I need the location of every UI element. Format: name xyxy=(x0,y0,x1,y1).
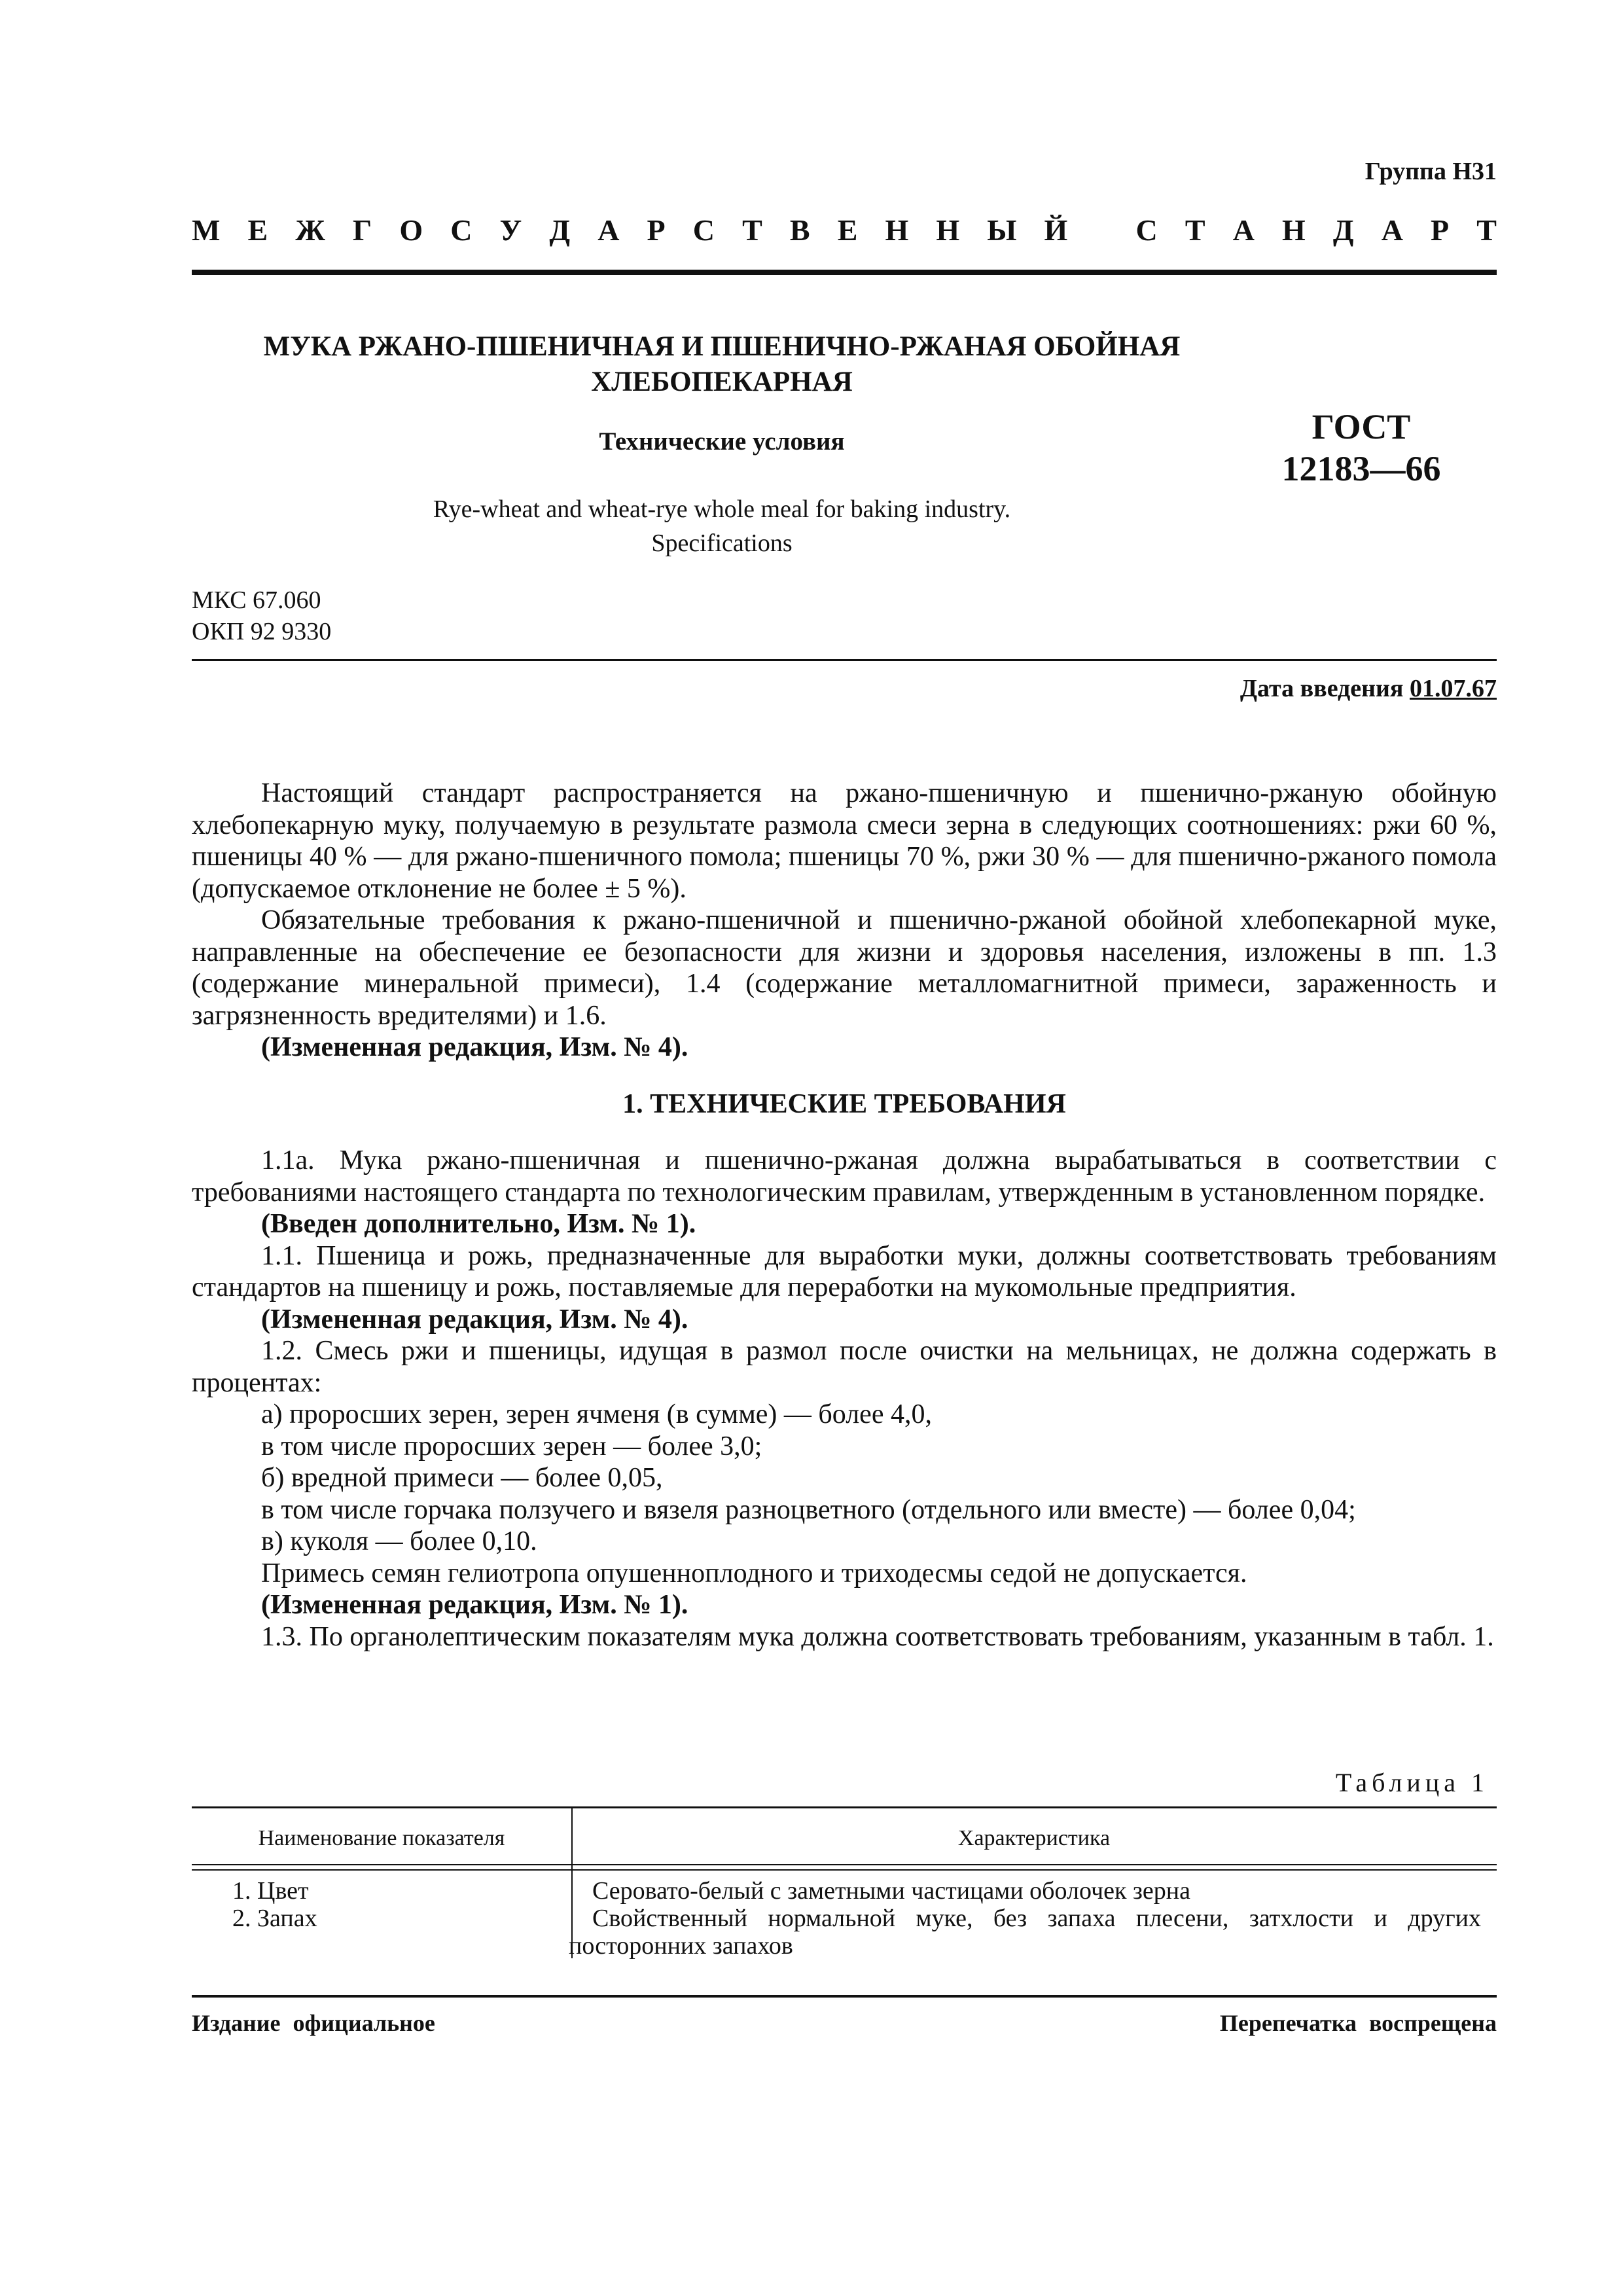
banner-letter: В xyxy=(789,213,810,247)
title-line-2: ХЛЕБОПЕКАРНАЯ xyxy=(591,367,853,397)
paragraph-scope: Настоящий стандарт распространяется на ржано-пшеничную и пшенично-ржаную обойную хлебопекарную муку, получаемую в результате размола смеси зерна в следующих соотношениях: ржи 60 %, пшеницы 40 % — для ржано-пшеничного помола; пшеницы 70 %, ржи 30 % — для пшенично-ржаного помола (допускаемое отклонение не более ± 5 %). xyxy=(192,778,1497,904)
document-subtitle: Технические условия xyxy=(599,427,845,456)
banner-letter: Е xyxy=(247,213,268,247)
clause-1-3: 1.3. По органолептическим показателям мука должна соответствовать требованиям, указанным в табл. 1. xyxy=(261,1621,1494,1652)
footer-rule xyxy=(192,1995,1497,1998)
interstate-standard-banner xyxy=(192,213,1497,247)
footer-official-edition: Издание официальное xyxy=(192,2010,435,2036)
banner-letter: А xyxy=(1232,213,1255,247)
banner-letter: Е xyxy=(837,213,858,247)
table-caption: Таблица 1 xyxy=(1335,1768,1489,1797)
list-item: в) куколя — более 0,10. xyxy=(261,1526,537,1556)
gost-designation xyxy=(1230,406,1492,490)
note: Примесь семян гелиотропа опушеннoплодного и триходесмы седой не допускается. xyxy=(261,1558,1247,1588)
table-cell: 1. Цвет xyxy=(232,1877,309,1905)
banner-letter: Н xyxy=(936,213,960,247)
header-rule xyxy=(192,270,1497,275)
okp-code: ОКП 92 9330 xyxy=(192,618,332,645)
banner-letter: Ы xyxy=(987,213,1017,247)
banner-letter: Д xyxy=(1332,213,1354,247)
amendment-note: (Измененная редакция, Изм. № 4). xyxy=(261,1304,688,1335)
banner-letter: Г xyxy=(352,213,372,247)
banner-letter: У xyxy=(499,213,522,247)
table-row xyxy=(192,1877,1497,1905)
banner-letter: Д xyxy=(549,213,571,247)
english-title xyxy=(192,492,1252,560)
document-title xyxy=(192,329,1252,400)
table-body xyxy=(192,1877,1497,1960)
banner-letter: Р xyxy=(647,213,666,247)
title-rule xyxy=(192,659,1497,661)
amendment-note: (Введен дополнительно, Изм. № 1). xyxy=(261,1209,696,1239)
table-cell: 2. Запах xyxy=(232,1905,317,1932)
document-body xyxy=(192,778,1497,1653)
table-header-cell: Наименование показателя xyxy=(258,1826,505,1850)
table-cell-text: Серовато-белый с заметными частицами оболочек зерна xyxy=(592,1877,1191,1905)
banner-letter: Ж xyxy=(295,213,325,247)
table-header-rule xyxy=(192,1864,1497,1865)
footer-reprint-notice: Перепечатка воспрещена xyxy=(1219,2010,1497,2036)
banner-letter: С xyxy=(692,213,715,247)
banner-letter: А xyxy=(597,213,620,247)
banner-letter: Й xyxy=(1044,213,1068,247)
section-heading: 1. ТЕХНИЧЕСКИЕ ТРЕБОВАНИЯ xyxy=(622,1088,1066,1119)
clause-1-1: 1.1. Пшеница и рожь, предназначенные для выработки муки, должны соответствовать требованиям стандартов на пшеницу и рожь, поставляемые для переработки на мукомольные предприятия. xyxy=(192,1240,1497,1302)
banner-letter: М xyxy=(192,213,221,247)
banner-letter: Т xyxy=(1476,213,1497,247)
group-label: Группа Н31 xyxy=(1364,158,1497,185)
banner-letter: Р xyxy=(1431,213,1450,247)
intro-date-label: Дата введения xyxy=(1240,675,1404,702)
banner-letter: С xyxy=(450,213,473,247)
banner-letter: Т xyxy=(1185,213,1205,247)
banner-word-gap xyxy=(1095,213,1108,247)
clause-1-1a: 1.1а. Мука ржано-пшеничная и пшенично-ржаная должна вырабатываться в соответствии с требованиями настоящего стандарта по технологическим правилам, утвержденным в установленном порядке. xyxy=(192,1145,1497,1208)
english-title-line-1: Rye-wheat and wheat-rye whole meal for baking industry. xyxy=(433,495,1011,523)
list-item: б) вредной примеси — более 0,05, xyxy=(261,1463,663,1493)
table-cell xyxy=(556,1877,1481,1905)
table-row xyxy=(192,1905,1497,1960)
amendment-note: (Измененная редакция, Изм. № 4). xyxy=(261,1032,688,1062)
table-cell: Свойственный нормальной муке, без запаха плесени, затхлости и других посторонних запахов xyxy=(569,1905,1481,1960)
table-top-rule xyxy=(192,1806,1497,1808)
amendment-note: (Измененная редакция, Изм. № 1). xyxy=(261,1590,688,1620)
list-item: а) проросших зерен, зерен ячменя (в сумме) — более 4,0, xyxy=(261,1399,932,1429)
mks-code: МКС 67.060 xyxy=(192,586,321,614)
classification-codes xyxy=(192,584,331,647)
title-line-1: МУКА РЖАНО-ПШЕНИЧНАЯ И ПШЕНИЧНО-РЖАНАЯ ОБОЙНАЯ xyxy=(263,331,1181,362)
introduction-date xyxy=(1240,674,1497,703)
clause-1-2: 1.2. Смесь ржи и пшеницы, идущая в размол после очистки на мельницах, не должна содержать в процентах: xyxy=(192,1336,1497,1398)
banner-letter: С xyxy=(1135,213,1158,247)
banner-letter: О xyxy=(399,213,423,247)
list-item: в том числе проросших зерен — более 3,0; xyxy=(261,1431,762,1462)
paragraph-mandatory: Обязательные требования к ржано-пшеничной и пшенично-ржаной обойной хлебопекарной муке, направленные на обеспечение ее безопасности для жизни и здоровья населения, изложены в пп. 1.3 (содержание минеральной примеси), 1.4 (содержание металломагнитной примеси, зараженность и загрязненность вредителями) и 1.6. xyxy=(192,905,1497,1031)
table-header-cell: Характеристика xyxy=(957,1826,1111,1850)
table-header-rule xyxy=(192,1869,1497,1871)
banner-letter: Н xyxy=(1282,213,1306,247)
intro-date-value: 01.07.67 xyxy=(1410,675,1497,702)
english-title-line-2: Specifications xyxy=(651,529,793,557)
banner-letter: А xyxy=(1381,213,1403,247)
banner-letter: Н xyxy=(885,213,909,247)
list-item: в том числе горчака ползучего и вязеля разноцветного (отдельного или вместе) — более 0,04; xyxy=(261,1494,1356,1525)
gost-number: 12183—66 xyxy=(1281,449,1441,488)
gost-label: ГОСТ xyxy=(1311,407,1411,446)
banner-letter: Т xyxy=(742,213,762,247)
